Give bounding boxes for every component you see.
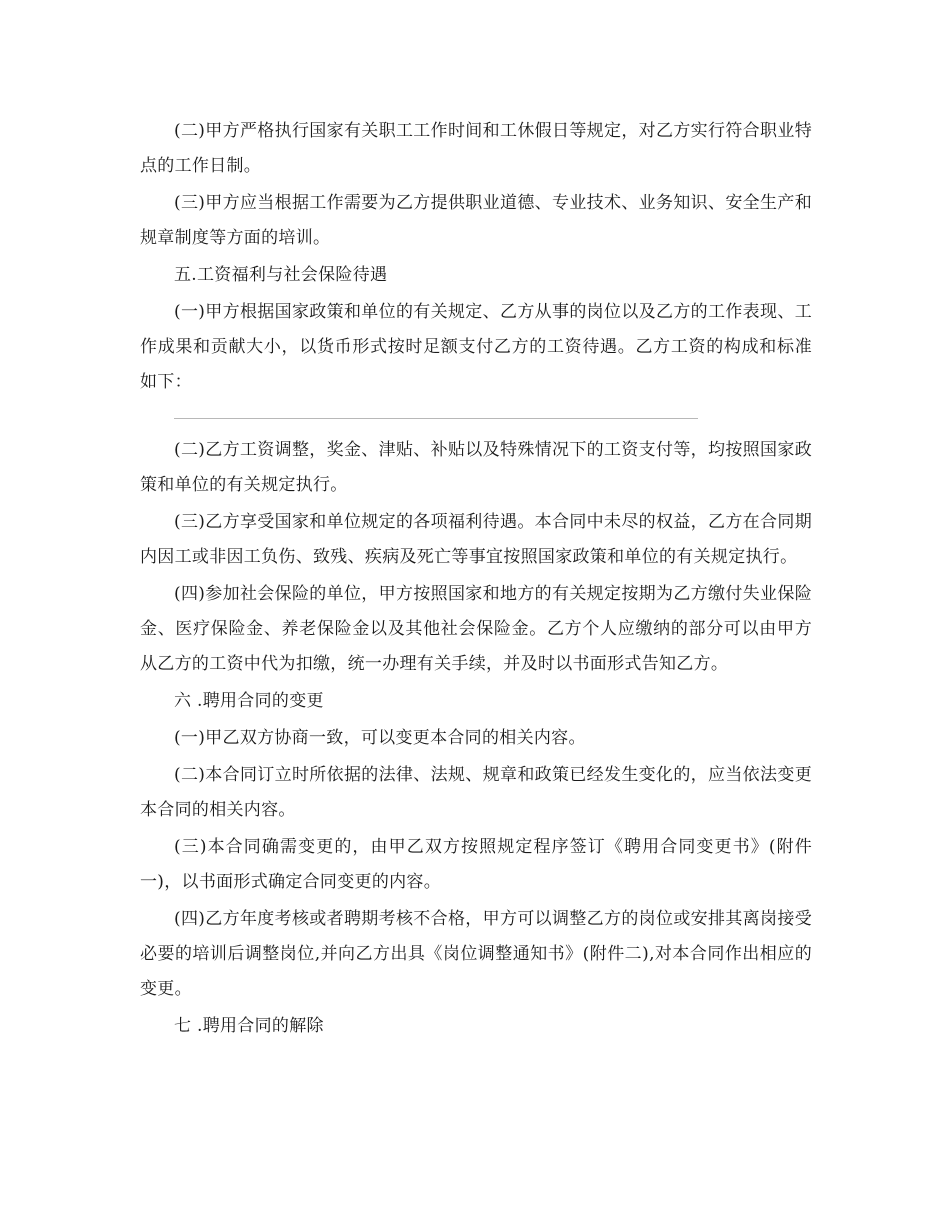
clause-4-3: (三)甲方应当根据工作需要为乙方提供职业道德、专业技术、业务知识、安全生产和规章制度等方面的培训。 [140, 193, 812, 248]
clause-5-3: (三)乙方享受国家和单位规定的各项福利待遇。本合同中未尽的权益，乙方在合同期内因工或非因工负伤、致残、疾病及死亡等事宜按照国家政策和单位的有关规定执行。 [140, 512, 812, 567]
clause-6-1: (一)甲乙双方协商一致，可以变更本合同的相关内容。 [174, 728, 586, 748]
salary-blank-line [174, 418, 698, 419]
clause-6-4: (四)乙方年度考核或者聘期考核不合格，甲方可以调整乙方的岗位或安排其离岗接受必要的培训后调整岗位,并向乙方出具《岗位调整通知书》(附件二),对本合同作出相应的变更。 [140, 909, 812, 999]
clause-6-2: (二)本合同订立时所依据的法律、法规、规章和政策已经发生变化的，应当依法变更本合同的相关内容。 [140, 765, 812, 820]
clause-5-1: (一)甲方根据国家政策和单位的有关规定、乙方从事的岗位以及乙方的工作表现、工作成果和贡献大小，以货币形式按时足额支付乙方的工资待遇。乙方工资的构成和标准如下： [140, 302, 812, 392]
section-6-heading: 六 .聘用合同的变更 [174, 691, 324, 711]
clause-6-3: (三)本合同确需变更的，由甲乙双方按照规定程序签订《聘用合同变更书》(附件一)，以书面形式确定合同变更的内容。 [140, 837, 812, 892]
section-5-heading: 五.工资福利与社会保险待遇 [174, 265, 388, 285]
section-7-heading: 七 .聘用合同的解除 [174, 1016, 324, 1036]
clause-5-2: (二)乙方工资调整，奖金、津贴、补贴以及特殊情况下的工资支付等，均按照国家政策和单位的有关规定执行。 [140, 440, 812, 495]
document-page [140, 114, 812, 1046]
clause-5-4: (四)参加社会保险的单位，甲方按照国家和地方的有关规定按期为乙方缴付失业保险金、医疗保险金、养老保险金以及其他社会保险金。乙方个人应缴纳的部分可以由甲方从乙方的工资中代为扣缴，统一办理有关手续，并及时以书面形式告知乙方。 [140, 584, 812, 674]
clause-4-2: (二)甲方严格执行国家有关职工工作时间和工休假日等规定，对乙方实行符合职业特点的工作日制。 [140, 121, 812, 176]
